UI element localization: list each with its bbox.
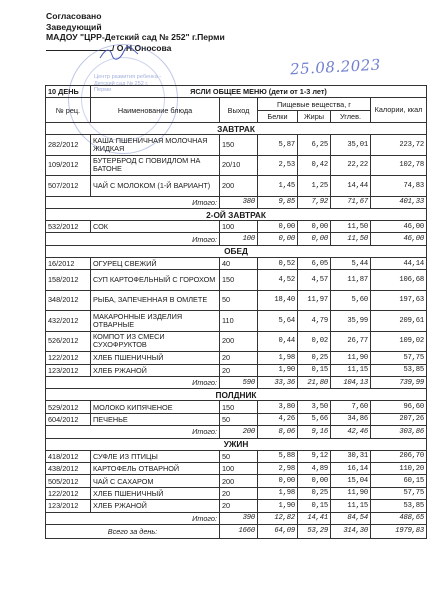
dish-yield: 200 <box>220 331 258 352</box>
fat-value: 6,25 <box>298 135 331 156</box>
fat-value: 0,25 <box>298 352 331 364</box>
kcal-value: 209,61 <box>371 311 427 332</box>
fat-value: 0,15 <box>298 364 331 376</box>
fat-value: 4,89 <box>298 462 331 474</box>
carbs-value: 11,15 <box>331 364 371 376</box>
kcal-value: 197,63 <box>371 290 427 311</box>
dish-yield: 200 <box>220 475 258 487</box>
protein-value: 1,90 <box>258 364 298 376</box>
column-header-row <box>46 98 427 110</box>
col-carbs: Углев. <box>331 110 371 122</box>
total-carbs: 11,50 <box>331 233 371 245</box>
col-rec: № рец. <box>46 98 91 123</box>
kcal-value: 46,00 <box>371 221 427 233</box>
carbs-value: 14,44 <box>331 176 371 197</box>
carbs-value: 5,60 <box>331 290 371 311</box>
total-carbs: 104,13 <box>331 377 371 389</box>
head-label: Заведующий <box>46 21 102 32</box>
carbs-value: 30,31 <box>331 450 371 462</box>
total-fat: 0,00 <box>298 233 331 245</box>
grand-total-protein: 64,09 <box>258 524 298 538</box>
fat-value: 9,12 <box>298 450 331 462</box>
approval-header <box>46 11 306 53</box>
fat-value: 0,42 <box>298 155 331 176</box>
carbs-value: 34,86 <box>331 413 371 425</box>
col-yield: Выход <box>220 98 258 123</box>
dish-yield: 50 <box>220 413 258 425</box>
recipe-number: 109/2012 <box>46 155 91 176</box>
grand-total-label: Всего за день: <box>46 524 220 538</box>
fat-value: 5,66 <box>298 413 331 425</box>
dish-name: РЫБА, ЗАПЕЧЕННАЯ В ОМЛЕТЕ <box>91 290 220 311</box>
recipe-number: 16/2012 <box>46 257 91 269</box>
kcal-value: 57,75 <box>371 487 427 499</box>
recipe-number: 529/2012 <box>46 401 91 413</box>
recipe-number: 432/2012 <box>46 311 91 332</box>
signer-line: / О.Н.Оносова <box>46 43 306 54</box>
recipe-number: 282/2012 <box>46 135 91 156</box>
handwritten-date: 25.08.2023 <box>289 55 382 79</box>
recipe-number: 122/2012 <box>46 352 91 364</box>
total-carbs: 84,54 <box>331 512 371 524</box>
total-kcal: 488,65 <box>371 512 427 524</box>
dish-name: МОЛОКО КИПЯЧЕНОЕ <box>91 401 220 413</box>
fat-value: 3,50 <box>298 401 331 413</box>
recipe-number: 604/2012 <box>46 413 91 425</box>
carbs-value: 11,87 <box>331 270 371 291</box>
protein-value: 5,87 <box>258 135 298 156</box>
recipe-number: 418/2012 <box>46 450 91 462</box>
title-row <box>46 86 427 98</box>
recipe-number: 438/2012 <box>46 462 91 474</box>
dish-row <box>46 413 427 425</box>
carbs-value: 35,99 <box>331 311 371 332</box>
kcal-value: 206,70 <box>371 450 427 462</box>
section-title: ОБЕД <box>46 245 427 257</box>
section-title: ПОЛДНИК <box>46 389 427 401</box>
section-header-row <box>46 438 427 450</box>
section-title: УЖИН <box>46 438 427 450</box>
carbs-value: 5,44 <box>331 257 371 269</box>
fat-value: 11,97 <box>298 290 331 311</box>
dish-row <box>46 311 427 332</box>
protein-value: 4,52 <box>258 270 298 291</box>
total-carbs: 71,67 <box>331 196 371 208</box>
dish-yield: 20/10 <box>220 155 258 176</box>
dish-row <box>46 462 427 474</box>
section-total-row <box>46 426 427 438</box>
total-label: Итого: <box>46 512 220 524</box>
kcal-value: 207,26 <box>371 413 427 425</box>
total-protein: 9,85 <box>258 196 298 208</box>
dish-yield: 20 <box>220 364 258 376</box>
kcal-value: 96,60 <box>371 401 427 413</box>
fat-value: 4,79 <box>298 311 331 332</box>
stamp-text: Центр развития ребенка - Детский сад № 252 г. Перми <box>94 74 162 94</box>
day-label: 10 ДЕНЬ <box>46 86 91 98</box>
grand-total-fat: 53,29 <box>298 524 331 538</box>
col-name: Наименование блюда <box>91 98 220 123</box>
dish-name: СУФЛЕ ИЗ ПТИЦЫ <box>91 450 220 462</box>
dish-row <box>46 221 427 233</box>
kcal-value: 44,14 <box>371 257 427 269</box>
section-title: ЗАВТРАК <box>46 123 427 135</box>
recipe-number: 123/2012 <box>46 364 91 376</box>
col-nutrients: Пищевые вещества, г <box>258 98 371 110</box>
kcal-value: 53,85 <box>371 500 427 512</box>
total-yield: 100 <box>220 233 258 245</box>
total-yield: 380 <box>220 196 258 208</box>
dish-row <box>46 401 427 413</box>
dish-yield: 100 <box>220 462 258 474</box>
kcal-value: 57,75 <box>371 352 427 364</box>
total-label: Итого: <box>46 426 220 438</box>
carbs-value: 11,15 <box>331 500 371 512</box>
carbs-value: 16,14 <box>331 462 371 474</box>
recipe-number: 122/2012 <box>46 487 91 499</box>
dish-yield: 150 <box>220 270 258 291</box>
kcal-value: 102,78 <box>371 155 427 176</box>
total-protein: 8,06 <box>258 426 298 438</box>
dish-row <box>46 500 427 512</box>
kcal-value: 109,02 <box>371 331 427 352</box>
total-kcal: 303,86 <box>371 426 427 438</box>
section-total-row <box>46 377 427 389</box>
protein-value: 1,98 <box>258 487 298 499</box>
dish-row <box>46 450 427 462</box>
total-fat: 14,41 <box>298 512 331 524</box>
recipe-number: 505/2012 <box>46 475 91 487</box>
total-protein: 12,82 <box>258 512 298 524</box>
recipe-number: 123/2012 <box>46 500 91 512</box>
section-total-row <box>46 196 427 208</box>
dish-yield: 40 <box>220 257 258 269</box>
kcal-value: 223,72 <box>371 135 427 156</box>
dish-name: СУП КАРТОФЕЛЬНЫЙ С ГОРОХОМ <box>91 270 220 291</box>
section-header-row <box>46 123 427 135</box>
dish-name: ПЕЧЕНЬЕ <box>91 413 220 425</box>
organization-name: МАДОУ "ЦРР-Детский сад № 252" г.Перми <box>46 32 225 42</box>
carbs-value: 22,22 <box>331 155 371 176</box>
dish-yield: 50 <box>220 450 258 462</box>
dish-row <box>46 475 427 487</box>
kcal-value: 53,85 <box>371 364 427 376</box>
total-fat: 21,80 <box>298 377 331 389</box>
total-carbs: 42,46 <box>331 426 371 438</box>
dish-row <box>46 270 427 291</box>
total-protein: 33,36 <box>258 377 298 389</box>
carbs-value: 7,60 <box>331 401 371 413</box>
kcal-value: 74,83 <box>371 176 427 197</box>
handwritten-signature <box>98 46 140 62</box>
dish-yield: 20 <box>220 500 258 512</box>
menu-table <box>45 85 427 539</box>
kcal-value: 106,68 <box>371 270 427 291</box>
dish-row <box>46 135 427 156</box>
dish-name: БУТЕРБРОД С ПОВИДЛОМ НА БАТОНЕ <box>91 155 220 176</box>
dish-row <box>46 155 427 176</box>
total-yield: 590 <box>220 377 258 389</box>
dish-name: КАРТОФЕЛЬ ОТВАРНОЙ <box>91 462 220 474</box>
section-header-row <box>46 389 427 401</box>
dish-name: МАКАРОННЫЕ ИЗДЕЛИЯ ОТВАРНЫЕ <box>91 311 220 332</box>
dish-row <box>46 290 427 311</box>
dish-name: ХЛЕБ ПШЕНИЧНЫЙ <box>91 487 220 499</box>
carbs-value: 26,77 <box>331 331 371 352</box>
protein-value: 1,98 <box>258 352 298 364</box>
grand-total-row <box>46 524 427 538</box>
protein-value: 2,98 <box>258 462 298 474</box>
carbs-value: 11,90 <box>331 352 371 364</box>
fat-value: 0,15 <box>298 500 331 512</box>
dish-row <box>46 257 427 269</box>
protein-value: 1,45 <box>258 176 298 197</box>
total-yield: 390 <box>220 512 258 524</box>
section-total-row <box>46 233 427 245</box>
dish-name: ХЛЕБ РЖАНОЙ <box>91 500 220 512</box>
carbs-value: 35,01 <box>331 135 371 156</box>
dish-yield: 20 <box>220 487 258 499</box>
protein-value: 4,26 <box>258 413 298 425</box>
dish-row <box>46 364 427 376</box>
dish-name: ЧАЙ С МОЛОКОМ (1-Й ВАРИАНТ) <box>91 176 220 197</box>
dish-yield: 150 <box>220 401 258 413</box>
total-kcal: 46,00 <box>371 233 427 245</box>
fat-value: 0,02 <box>298 331 331 352</box>
protein-value: 1,90 <box>258 500 298 512</box>
section-total-row <box>46 512 427 524</box>
col-fat: Жиры <box>298 110 331 122</box>
recipe-number: 532/2012 <box>46 221 91 233</box>
total-label: Итого: <box>46 233 220 245</box>
fat-value: 1,25 <box>298 176 331 197</box>
protein-value: 0,52 <box>258 257 298 269</box>
carbs-value: 11,90 <box>331 487 371 499</box>
dish-name: ЧАЙ С САХАРОМ <box>91 475 220 487</box>
recipe-number: 348/2012 <box>46 290 91 311</box>
section-title: 2-ОЙ ЗАВТРАК <box>46 209 427 221</box>
protein-value: 2,53 <box>258 155 298 176</box>
dish-yield: 100 <box>220 221 258 233</box>
total-label: Итого: <box>46 377 220 389</box>
total-label: Итого: <box>46 196 220 208</box>
protein-value: 0,00 <box>258 221 298 233</box>
recipe-number: 507/2012 <box>46 176 91 197</box>
dish-name: ХЛЕБ РЖАНОЙ <box>91 364 220 376</box>
total-kcal: 401,33 <box>371 196 427 208</box>
dish-yield: 110 <box>220 311 258 332</box>
recipe-number: 158/2012 <box>46 270 91 291</box>
dish-yield: 20 <box>220 352 258 364</box>
menu-title: ЯСЛИ ОБЩЕЕ МЕНЮ (дети от 1-3 лет) <box>91 86 427 98</box>
fat-value: 0,25 <box>298 487 331 499</box>
carbs-value: 15,04 <box>331 475 371 487</box>
section-header-row <box>46 245 427 257</box>
total-fat: 7,92 <box>298 196 331 208</box>
dish-row <box>46 352 427 364</box>
protein-value: 3,80 <box>258 401 298 413</box>
dish-name: СОК <box>91 221 220 233</box>
fat-value: 6,05 <box>298 257 331 269</box>
grand-total-kcal: 1979,83 <box>371 524 427 538</box>
fat-value: 4,57 <box>298 270 331 291</box>
dish-row <box>46 487 427 499</box>
protein-value: 5,64 <box>258 311 298 332</box>
dish-yield: 200 <box>220 176 258 197</box>
dish-name: ХЛЕБ ПШЕНИЧНЫЙ <box>91 352 220 364</box>
kcal-value: 60,15 <box>371 475 427 487</box>
dish-name: КАША ПШЕНИЧНАЯ МОЛОЧНАЯ ЖИДКАЯ <box>91 135 220 156</box>
section-header-row <box>46 209 427 221</box>
dish-yield: 150 <box>220 135 258 156</box>
protein-value: 0,00 <box>258 475 298 487</box>
dish-name: КОМПОТ ИЗ СМЕСИ СУХОФРУКТОВ <box>91 331 220 352</box>
carbs-value: 11,50 <box>331 221 371 233</box>
dish-yield: 50 <box>220 290 258 311</box>
dish-row <box>46 176 427 197</box>
fat-value: 0,00 <box>298 475 331 487</box>
grand-total-carbs: 314,30 <box>331 524 371 538</box>
total-kcal: 739,99 <box>371 377 427 389</box>
fat-value: 0,00 <box>298 221 331 233</box>
dish-name: ОГУРЕЦ СВЕЖИЙ <box>91 257 220 269</box>
grand-total-yield: 1660 <box>220 524 258 538</box>
total-yield: 200 <box>220 426 258 438</box>
kcal-value: 110,20 <box>371 462 427 474</box>
signer-name: О.Н.Оносова <box>116 42 172 53</box>
total-protein: 0,00 <box>258 233 298 245</box>
approved-label: Согласовано <box>46 11 102 21</box>
total-fat: 9,16 <box>298 426 331 438</box>
recipe-number: 526/2012 <box>46 331 91 352</box>
col-protein: Белки <box>258 110 298 122</box>
protein-value: 18,40 <box>258 290 298 311</box>
protein-value: 0,44 <box>258 331 298 352</box>
col-kcal: Калории, ккал <box>371 98 427 123</box>
protein-value: 5,88 <box>258 450 298 462</box>
dish-row <box>46 331 427 352</box>
